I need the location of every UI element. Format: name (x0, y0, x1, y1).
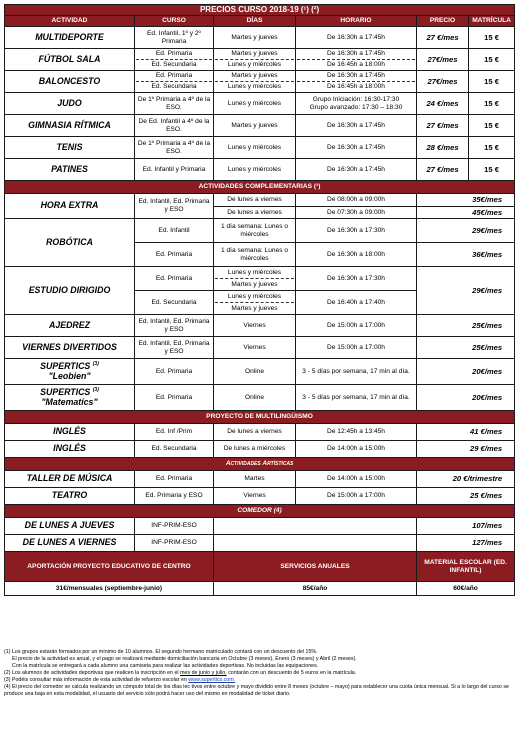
activity-name: DE LUNES A JUEVES (5, 518, 135, 535)
schedule-cell: 3 - 5 días por semana, 17 min al día. (296, 385, 417, 411)
material-value: 60€/año (417, 582, 515, 596)
footnote-2-underlined: mes de junio y julio, (180, 670, 227, 676)
empty-cell (214, 518, 417, 535)
schedule-cell: De 16:30h a 17:45h (296, 159, 417, 181)
days-cell: Viernes (214, 315, 296, 337)
activity-name: FÚTBOL SALA (5, 49, 135, 71)
table-row (5, 194, 515, 207)
activity-name: GIMNASIA RÍTMICA (5, 115, 135, 137)
aportacion-value: 31€/mensuales (septiembre-junio) (5, 582, 214, 596)
schedule-cell: De 07:30h a 09:00h (296, 207, 417, 219)
activity-name (5, 385, 135, 411)
section-band (5, 181, 515, 194)
footnote-marker: (3) (92, 387, 99, 394)
course-cell: De 1º Primaria a 4º de la ESO. (135, 137, 214, 159)
table-row (5, 424, 515, 441)
activity-name (5, 359, 135, 385)
schedule-cell: 3 - 5 días por semana, 17 min al día. (296, 359, 417, 385)
schedule-cell: De 16:30h a 17:45h (296, 137, 417, 159)
days-cell (214, 71, 296, 93)
table-row (5, 49, 515, 71)
days-cell: De lunes a miércoles (214, 441, 296, 458)
course-cell (135, 49, 214, 71)
course-cell: Ed. Primaria (135, 267, 214, 291)
activity-name-b: "Leobien" (48, 370, 91, 381)
activity-name: HORA EXTRA (5, 194, 135, 219)
enrollment-cell: 15 € (469, 49, 515, 71)
table-row (5, 337, 515, 359)
empty-cell (214, 535, 417, 552)
course-cell: Ed. Primaria (135, 359, 214, 385)
table-row (5, 385, 515, 411)
course-cell: De 1º Primaria a 4º de la ESO. (135, 93, 214, 115)
table-row (5, 219, 515, 243)
activity-name: TALLER DE MÚSICA (5, 471, 135, 488)
header-curso: CURSO (135, 16, 214, 27)
activity-name: VIERNES DIVERTIDOS (5, 337, 135, 359)
price-cell: 45€/mes (417, 207, 515, 219)
supertics-link[interactable]: www.supertics.com. (188, 677, 236, 683)
price-cell: 29€/mes (417, 267, 515, 315)
days-cell: Online (214, 359, 296, 385)
days-a: Martes y jueves (215, 49, 294, 60)
services-value-row (5, 582, 515, 596)
schedule-cell: De 14:00h a 15:00h (296, 471, 417, 488)
schedule-cell: De 16:30h a 17:45h (296, 115, 417, 137)
activity-name: AJEDREZ (5, 315, 135, 337)
course-cell: Ed. Infantil, Ed. Primaria y ESO (135, 337, 214, 359)
activity-name: ROBÓTICA (5, 219, 135, 267)
price-cell: 107/mes (417, 518, 515, 535)
enrollment-cell: 15 € (469, 137, 515, 159)
price-table (4, 4, 515, 596)
material-label: MATERIAL ESCOLAR (ED. INFANTIL) (417, 552, 515, 582)
course-cell: De Ed. Infantil a 4º de la ESO. (135, 115, 214, 137)
days-cell: Martes y jueves (214, 27, 296, 49)
table-row (5, 27, 515, 49)
activity-name: BALONCESTO (5, 71, 135, 93)
header-horario: HORARIO (296, 16, 417, 27)
schedule-cell: De 12:45h a 13:45h (296, 424, 417, 441)
table-row (5, 159, 515, 181)
price-cell: 24 €/mes (417, 93, 469, 115)
days-b: Lunes y miércoles (227, 61, 282, 68)
days-cell: 1 día semana: Lunes o miércoles (214, 243, 296, 267)
footnote-1c: Con la matrícula se entregará a cada alumno una camiseta para realizar las actividades deportivas. No incluidas las equipaciones. (12, 663, 319, 669)
section-band (5, 505, 515, 518)
footnote-marker: (3) (92, 361, 99, 368)
footnote-3-text: (3) Podéis consultar más información de esta actividad de refuerzo escolar en (4, 677, 187, 683)
days-cell: 1 día semana: Lunes o miércoles (214, 219, 296, 243)
section-title: ACTIVIDADES COMPLEMENTARIAS (¹) (5, 181, 515, 194)
footnote-3 (4, 677, 514, 684)
price-cell: 20€/mes (417, 385, 515, 411)
footnote-2-text: (2) Los alumnos de actividades deportivas que realicen la inscripción en el (4, 670, 179, 676)
course-cell: Ed. Infantil (135, 219, 214, 243)
days-b: Martes y jueves (231, 304, 278, 312)
price-cell: 29€/mes (417, 219, 515, 243)
price-sheet (4, 4, 514, 596)
footnotes (4, 649, 514, 698)
aportacion-label: APORTACIÓN PROYECTO EDUCATIVO DE CENTRO (5, 552, 214, 582)
table-row (5, 535, 515, 552)
days-cell: Viernes (214, 337, 296, 359)
activity-name: JUDO (5, 93, 135, 115)
schedule-cell: De 16:30h a 17:30h (296, 267, 417, 291)
title-band (5, 5, 515, 16)
days-a: Martes y jueves (215, 71, 294, 82)
footnote-4: (4) El precio del comedor se calcula realizando un cómputo total de los días lec tivos entre octubre y mayo dividido entre 8 meses (octubre – mayo) para establecer una cuota única mensual. Si a lo largo del curso se produce una baja en esta modalidad, el usuario del servicio sólo podrá hacer uso del mismo en modalidad de ticket diario. (4, 684, 509, 697)
days-cell: Lunes y miércoles (214, 93, 296, 115)
days-b: Lunes y miércoles (227, 83, 282, 90)
days-cell (214, 267, 296, 291)
schedule-cell: De 08:00h a 09:00h (296, 194, 417, 207)
schedule-a: De 16:30h a 17:45h (297, 71, 415, 82)
course-cell: Ed. Infantil y Primaria (135, 159, 214, 181)
footnote-1: (1) Los grupos estarán formados por un mínimo de 10 alumnos. El segundo hermano matriculado contará con un descuento del 15%. (4, 649, 318, 655)
price-cell: 27€/mes (417, 71, 469, 93)
servicios-value: 85€/año (214, 582, 417, 596)
activity-name: TEATRO (5, 488, 135, 505)
table-row (5, 441, 515, 458)
section-title: PROYECTO DE MULTILINGÜISMO (5, 411, 515, 424)
price-cell: 20 €/trimestre (417, 471, 515, 488)
header-precio: PRECIO (417, 16, 469, 27)
section-band (5, 411, 515, 424)
course-cell: INF-PRIM-ESO (135, 535, 214, 552)
price-cell: 41 €/mes (417, 424, 515, 441)
table-row (5, 315, 515, 337)
days-b: Martes y jueves (231, 280, 278, 288)
price-cell: 25 €/mes (417, 488, 515, 505)
days-cell: Online (214, 385, 296, 411)
course-cell: Ed. Secundaria (135, 291, 214, 315)
section-band (5, 458, 515, 471)
table-row (5, 267, 515, 291)
schedule-cell (296, 49, 417, 71)
footnote-2-text-end: contarán con un descuento de 5 euros en la matrícula. (228, 670, 357, 676)
course-a: Ed. Primaria (136, 49, 212, 60)
days-cell: Viernes (214, 488, 296, 505)
course-cell (135, 71, 214, 93)
table-row (5, 137, 515, 159)
enrollment-cell: 15 € (469, 27, 515, 49)
activity-name: DE LUNES A VIERNES (5, 535, 135, 552)
price-cell: 35€/mes (417, 194, 515, 207)
days-a: Lunes y miércoles (215, 291, 294, 303)
schedule-cell: De 15:00h a 17:00h (296, 337, 417, 359)
price-cell: 28 €/mes (417, 137, 469, 159)
column-headers (5, 16, 515, 27)
course-cell: Ed. Primaria (135, 471, 214, 488)
schedule-b: De 16:45h a 18:00h (327, 61, 385, 68)
price-cell: 20€/mes (417, 359, 515, 385)
course-cell: INF-PRIM-ESO (135, 518, 214, 535)
schedule-cell: De 16:30h a 17:45h (296, 27, 417, 49)
table-row (5, 518, 515, 535)
days-cell: De lunes a viernes (214, 194, 296, 207)
price-cell: 36€/mes (417, 243, 515, 267)
table-row (5, 359, 515, 385)
price-cell: 27 €/mes (417, 159, 469, 181)
activity-name: INGLÉS (5, 424, 135, 441)
course-cell: Ed. Infantil, Ed. Primaria y ESO (135, 315, 214, 337)
footnote-1b: El precio de la actividad es anual, y el pago se realizará mediante domiciliación bancaria en Octubre (3 meses), Enero (3 meses) y Abril (2 meses). (12, 656, 357, 662)
course-cell: Ed. Primaria y ESO (135, 488, 214, 505)
days-cell: Martes (214, 471, 296, 488)
price-cell: 25€/mes (417, 337, 515, 359)
header-actividad: ACTIVIDAD (5, 16, 135, 27)
price-cell: 27€/mes (417, 49, 469, 71)
days-cell: De lunes a viernes (214, 207, 296, 219)
activity-name-a: SUPERTICS (40, 361, 91, 371)
course-cell: Ed. Inf /Prim (135, 424, 214, 441)
enrollment-cell: 15 € (469, 115, 515, 137)
days-cell (214, 291, 296, 315)
activity-name: PATINES (5, 159, 135, 181)
schedule-b: Grupo avanzado: 17:30 – 18:30 (309, 103, 403, 111)
enrollment-cell: 15 € (469, 159, 515, 181)
course-cell: Ed. Secundaria (135, 441, 214, 458)
schedule-cell: De 16:30h a 17:30h (296, 219, 417, 243)
days-cell: Lunes y miércoles (214, 159, 296, 181)
table-row (5, 488, 515, 505)
schedule-a: De 16:30h a 17:45h (297, 49, 415, 60)
course-cell: Ed. Primaria (135, 385, 214, 411)
activity-name-a: SUPERTICS (40, 387, 91, 397)
price-cell: 29 €/mes (417, 441, 515, 458)
days-cell: Lunes y miércoles (214, 137, 296, 159)
schedule-cell: De 14:00h a 15:00h (296, 441, 417, 458)
table-row (5, 93, 515, 115)
footnote-2 (4, 670, 514, 677)
course-cell: Ed. Infantil, 1º y 2º Primaria (135, 27, 214, 49)
section-title: Actividades Artísticas (5, 458, 515, 471)
course-a: Ed. Primaria (136, 71, 212, 82)
section-title: COMEDOR (4) (5, 505, 515, 518)
days-cell: Martes y jueves (214, 115, 296, 137)
days-cell: De lunes a viernes (214, 424, 296, 441)
enrollment-cell: 15 € (469, 71, 515, 93)
days-a: Lunes y miércoles (215, 267, 294, 279)
activity-name: INGLÉS (5, 441, 135, 458)
schedule-cell: De 15:00h a 17:00h (296, 488, 417, 505)
schedule-b: De 16:45h a 18:00h (327, 83, 385, 90)
schedule-cell: De 16:40h a 17:40h (296, 291, 417, 315)
schedule-cell: De 15:00h a 17:00h (296, 315, 417, 337)
activity-name: MULTIDEPORTE (5, 27, 135, 49)
activity-name: TENIS (5, 137, 135, 159)
price-cell: 25€/mes (417, 315, 515, 337)
header-dias: DÍAS (214, 16, 296, 27)
days-cell (214, 49, 296, 71)
schedule-cell: De 16:30h a 18:00h (296, 243, 417, 267)
schedule-cell (296, 93, 417, 115)
activity-name-b: "Matematics" (41, 396, 98, 407)
course-cell: Ed. Primaria (135, 243, 214, 267)
price-cell: 127/mes (417, 535, 515, 552)
course-cell: Ed. Infantil, Ed. Primaria y ESO (135, 194, 214, 219)
activity-name: ESTUDIO DIRIGIDO (5, 267, 135, 315)
price-cell: 27 €/mes (417, 115, 469, 137)
table-row (5, 71, 515, 93)
services-header-row (5, 552, 515, 582)
header-matricula: MATRÍCULA (469, 16, 515, 27)
table-row (5, 471, 515, 488)
course-b: Ed. Secundaria (151, 83, 197, 90)
schedule-a: Grupo Iniciación: 16:30-17:30 (312, 95, 400, 103)
enrollment-cell: 15 € (469, 93, 515, 115)
table-row (5, 115, 515, 137)
page-title: PRECIOS CURSO 2018-19 (¹) (²) (5, 5, 515, 16)
schedule-cell (296, 71, 417, 93)
course-b: Ed. Secundaria (151, 61, 197, 68)
price-cell: 27 €/mes (417, 27, 469, 49)
servicios-label: SERVICIOS ANUALES (214, 552, 417, 582)
